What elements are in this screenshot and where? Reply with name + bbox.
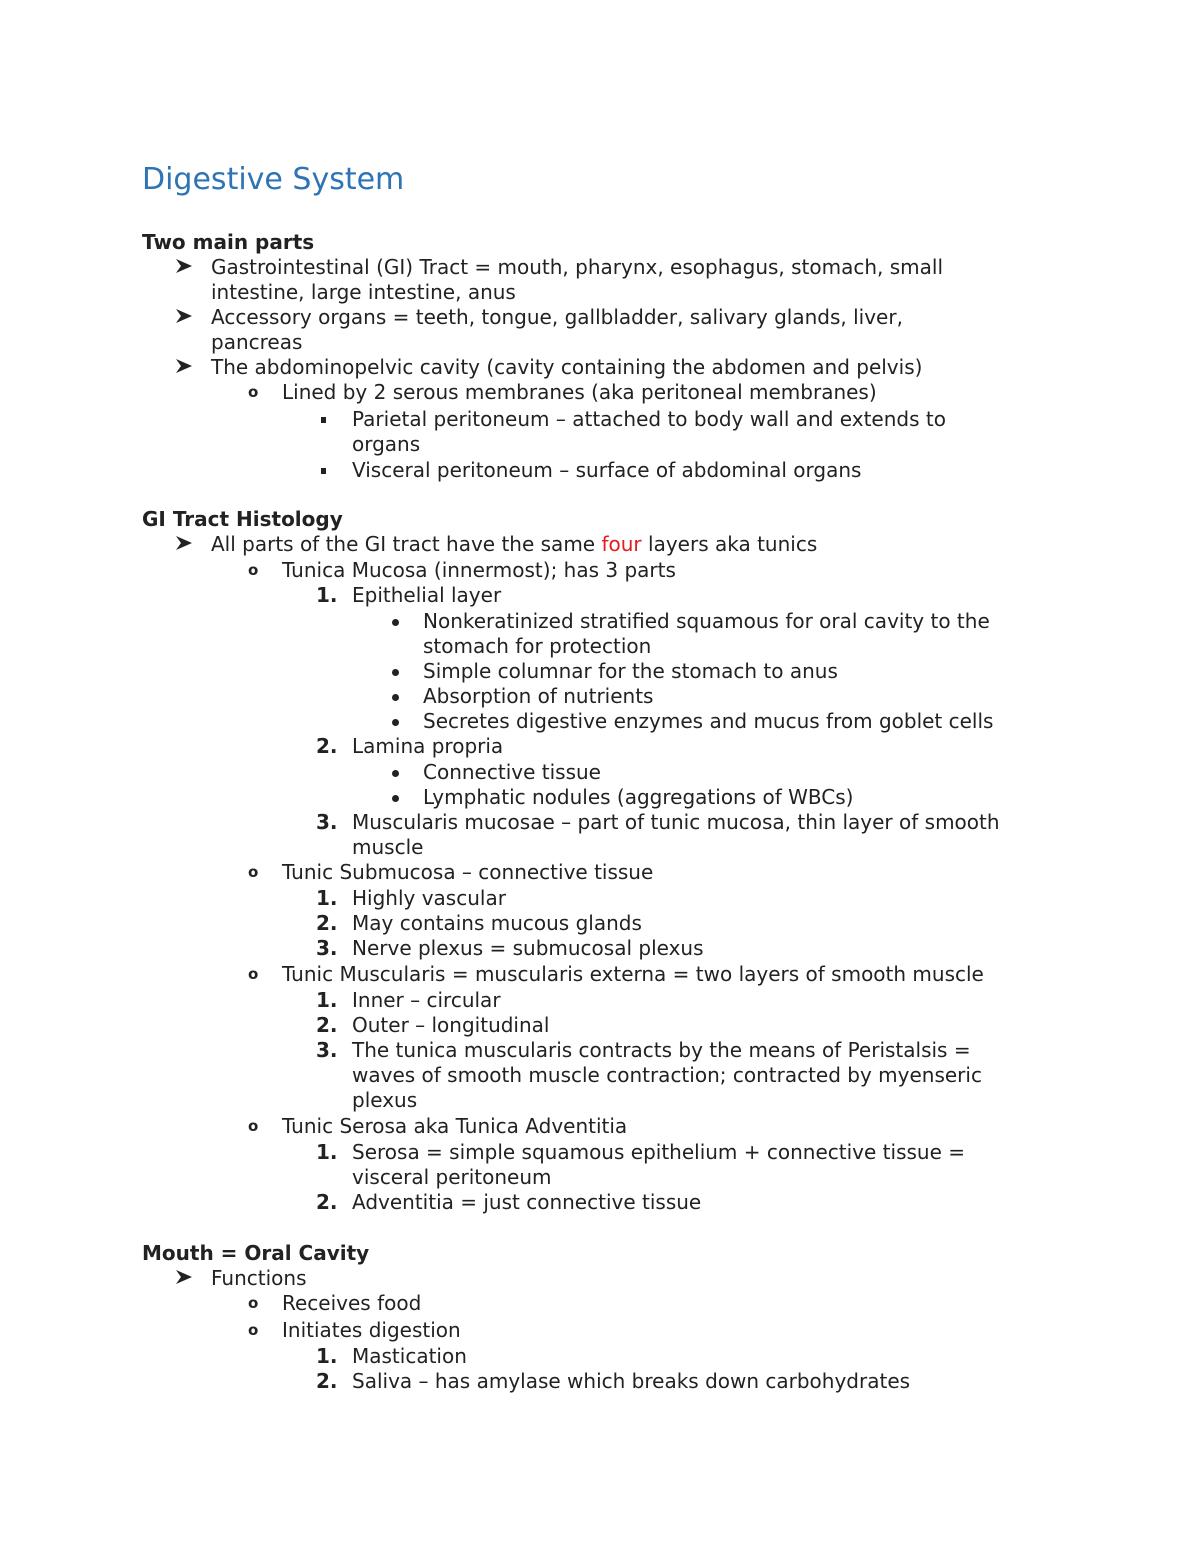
list-item: 1. Epithelial layer bbox=[316, 583, 502, 607]
list-item-continuation: intestine, large intestine, anus bbox=[211, 280, 516, 304]
section-heading: Two main parts bbox=[142, 230, 315, 254]
circle-bullet: o bbox=[248, 965, 259, 983]
list-item-continuation: visceral peritoneum bbox=[352, 1165, 552, 1189]
list-item: Connective tissue bbox=[423, 760, 601, 785]
list-item: 2. May contains mucous glands bbox=[316, 911, 642, 935]
list-item: Lymphatic nodules (aggregations of WBCs) bbox=[423, 785, 853, 810]
list-item: Nonkeratinized stratified squamous for oral cavity to the bbox=[423, 609, 990, 634]
number-marker: 1. bbox=[316, 1344, 338, 1368]
section-heading: Mouth = Oral Cavity bbox=[142, 1241, 370, 1265]
circle-bullet: o bbox=[248, 1117, 259, 1135]
number-marker: 2. bbox=[316, 1013, 338, 1037]
list-item: 3. Nerve plexus = submucosal plexus bbox=[316, 936, 704, 960]
dot-bullet-icon bbox=[392, 694, 399, 701]
list-item: Functions bbox=[211, 1266, 307, 1291]
list-item: 2. Outer – longitudinal bbox=[316, 1013, 550, 1037]
page-title: Digestive System bbox=[142, 162, 405, 197]
number-marker: 2. bbox=[316, 911, 338, 935]
dot-bullet-icon bbox=[392, 719, 399, 726]
circle-bullet: o bbox=[248, 1294, 259, 1312]
list-item-continuation: waves of smooth muscle contraction; contracted by myenseric bbox=[352, 1063, 982, 1087]
list-item: 2. Adventitia = just connective tissue bbox=[316, 1190, 702, 1214]
list-item: 2. Saliva – has amylase which breaks down carbohydrates bbox=[316, 1369, 911, 1393]
circle-bullet: o bbox=[248, 1321, 259, 1339]
arrow-bullet-icon bbox=[175, 1269, 193, 1285]
list-item: Secretes digestive enzymes and mucus from goblet cells bbox=[423, 709, 993, 734]
list-item: o Receives food bbox=[248, 1291, 422, 1315]
number-marker: 1. bbox=[316, 1140, 338, 1164]
list-item: Gastrointestinal (GI) Tract = mouth, pharynx, esophagus, stomach, small bbox=[211, 255, 943, 280]
list-item: 2. Lamina propria bbox=[316, 734, 504, 758]
arrow-bullet-icon bbox=[175, 258, 193, 274]
number-marker: 1. bbox=[316, 583, 338, 607]
list-item: o Tunica Mucosa (innermost); has 3 parts bbox=[248, 558, 676, 582]
list-item: 3. The tunica muscularis contracts by the means of Peristalsis = bbox=[316, 1038, 971, 1062]
number-marker: 3. bbox=[316, 810, 338, 834]
list-item-continuation: plexus bbox=[352, 1088, 418, 1112]
list-item: 1. Inner – circular bbox=[316, 988, 501, 1012]
list-item-continuation: stomach for protection bbox=[423, 634, 652, 658]
dot-bullet-icon bbox=[392, 619, 399, 626]
list-item: All parts of the GI tract have the same four layers aka tunics bbox=[211, 532, 817, 557]
list-item-continuation: muscle bbox=[352, 835, 424, 859]
list-item: o Initiates digestion bbox=[248, 1318, 461, 1342]
arrow-bullet-icon bbox=[175, 358, 193, 374]
circle-bullet: o bbox=[248, 383, 259, 401]
dot-bullet-icon bbox=[392, 669, 399, 676]
arrow-bullet-icon bbox=[175, 308, 193, 324]
square-bullet-icon bbox=[321, 417, 326, 423]
list-item: o Lined by 2 serous membranes (aka peritoneal membranes) bbox=[248, 380, 877, 404]
number-marker: 2. bbox=[316, 734, 338, 758]
number-marker: 1. bbox=[316, 988, 338, 1012]
number-marker: 2. bbox=[316, 1190, 338, 1214]
list-item: Absorption of nutrients bbox=[423, 684, 653, 709]
list-item: o Tunic Serosa aka Tunica Adventitia bbox=[248, 1114, 628, 1138]
dot-bullet-icon bbox=[392, 795, 399, 802]
list-item: The abdominopelvic cavity (cavity containing the abdomen and pelvis) bbox=[211, 355, 922, 380]
square-bullet-icon bbox=[321, 468, 326, 474]
list-item: 1. Mastication bbox=[316, 1344, 467, 1368]
circle-bullet: o bbox=[248, 863, 259, 881]
dot-bullet-icon bbox=[392, 770, 399, 777]
list-item: o Tunic Muscularis = muscularis externa = two layers of smooth muscle bbox=[248, 962, 984, 986]
circle-bullet: o bbox=[248, 561, 259, 579]
list-item: Parietal peritoneum – attached to body wall and extends to bbox=[352, 407, 946, 432]
arrow-bullet-icon bbox=[175, 535, 193, 551]
number-marker: 1. bbox=[316, 886, 338, 910]
list-item: o Tunic Submucosa – connective tissue bbox=[248, 860, 654, 884]
number-marker: 2. bbox=[316, 1369, 338, 1393]
number-marker: 3. bbox=[316, 936, 338, 960]
list-item: Visceral peritoneum – surface of abdominal organs bbox=[352, 458, 861, 483]
list-item-continuation: organs bbox=[352, 432, 421, 456]
number-marker: 3. bbox=[316, 1038, 338, 1062]
list-item: 1. Serosa = simple squamous epithelium + connective tissue = bbox=[316, 1140, 965, 1164]
section-heading: GI Tract Histology bbox=[142, 507, 343, 531]
list-item: 1. Highly vascular bbox=[316, 886, 506, 910]
list-item: 3. Muscularis mucosae – part of tunic mucosa, thin layer of smooth bbox=[316, 810, 1000, 834]
highlighted-word: four bbox=[601, 532, 642, 556]
list-item: Accessory organs = teeth, tongue, gallbladder, salivary glands, liver, bbox=[211, 305, 903, 330]
list-item-continuation: pancreas bbox=[211, 330, 303, 354]
list-item: Simple columnar for the stomach to anus bbox=[423, 659, 838, 684]
